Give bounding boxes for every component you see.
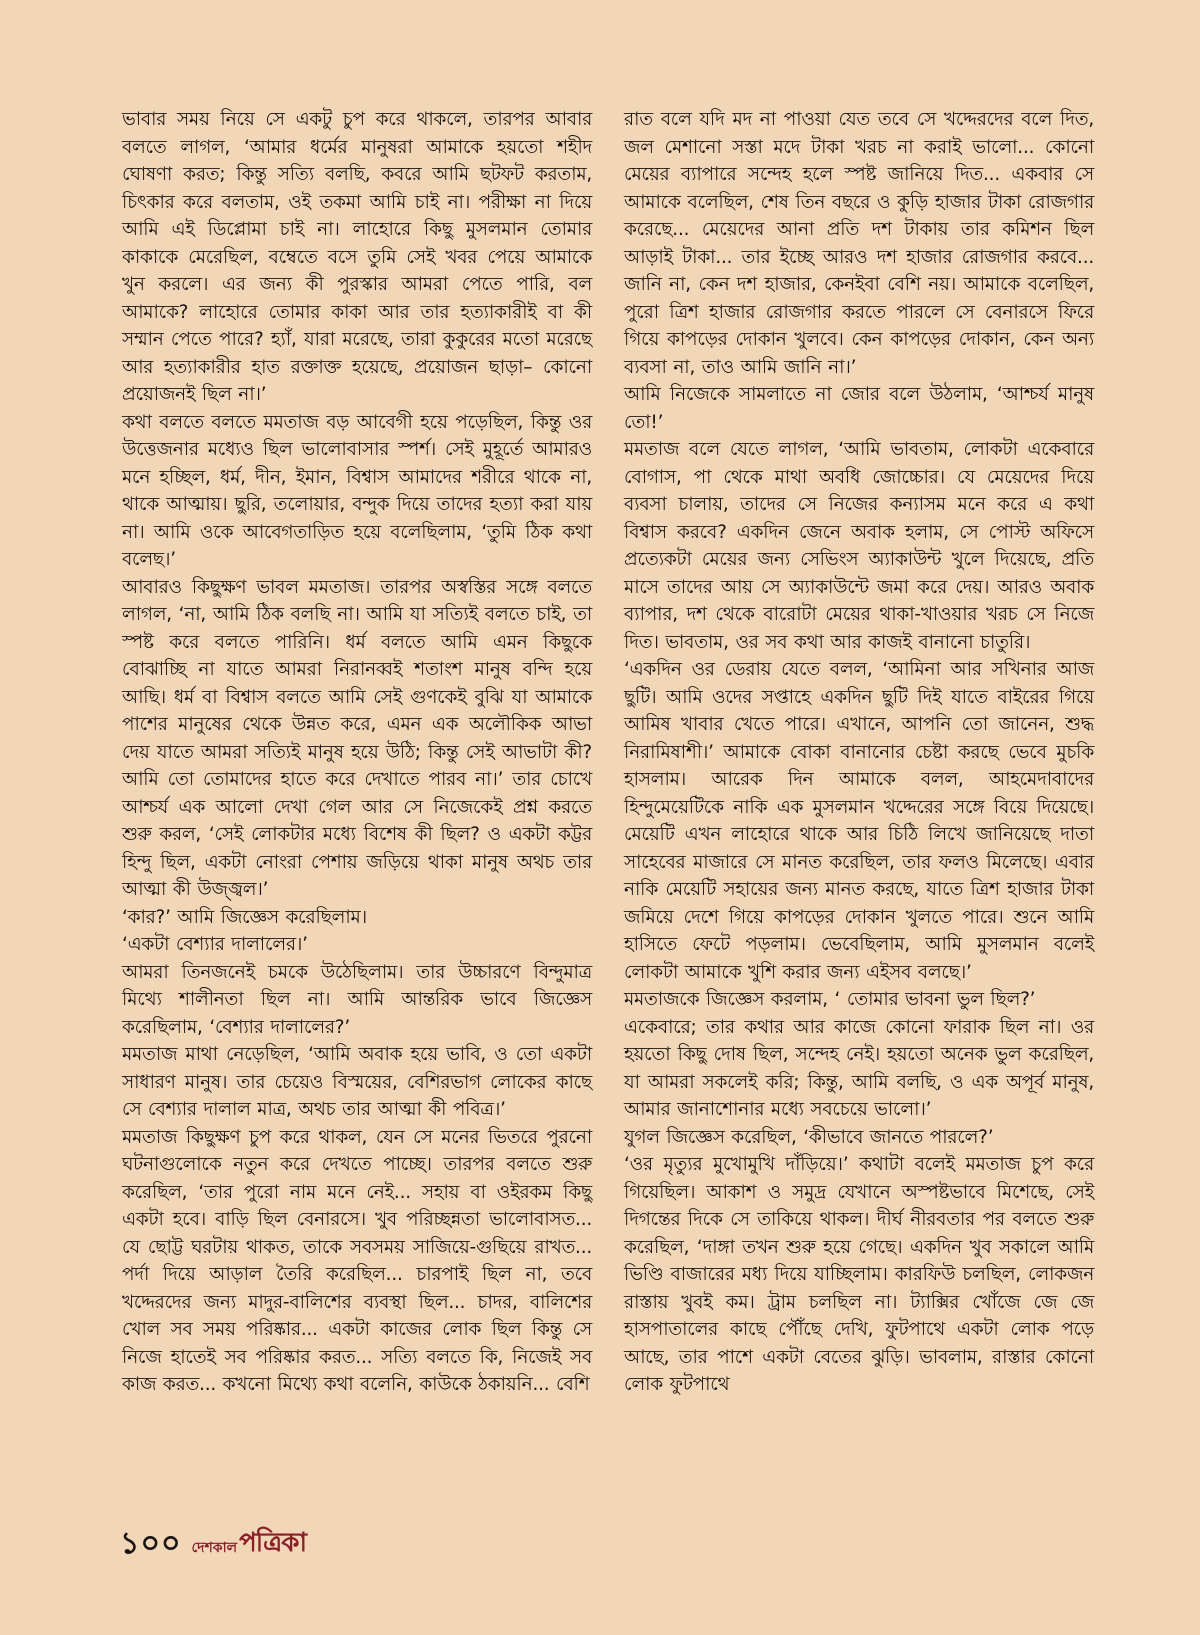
page-footer — [120, 1524, 306, 1564]
paragraph: ‘একদিন ওর ডেরায় যেতে বলল, ‘আমিনা আর সখিনার আজ ছুটি। আমি ওদের সপ্তাহে একদিন ছুটি দিই যাতে বাইরের গিয়ে আমিষ খাবার খেতে পারে। এখানে, আপনি তো জানেন, শুদ্ধ নিরামিষাশী।’ আমাকে বোকা বানানোর চেষ্টা করছে ভেবে মুচকি হাসলাম। আরেক দিন আমাকে বলল, আহমেদাবাদের হিন্দুমেয়েটিকে নাকি এক মুসলমান খদ্দেরের সঙ্গে বিয়ে দিয়েছে। মেয়েটি এখন লাহোরে থাকে আর চিঠি লিখে জানিয়েছে দাতা সাহেবের মাজারে সে মানত করেছিল, তার ফলও মিলেছে। এবার নাকি মেয়েটি সহায়ের জন্য মানত করছে, যাতে ত্রিশ হাজার টাকা জমিয়ে দেশে গিয়ে কাপড়ের দোকান খুলতে পারে। শুনে আমি হাসিতে ফেটে পড়লাম। ভেবেছিলাম, আমি মুসলমান বলেই লোকটা আমাকে খুশি করার জন্য এইসব বলছে।’ — [624, 659, 1094, 983]
paragraph: আমি নিজেকে সামলাতে না জোর বলে উঠলাম, ‘আশ্চর্য মানুষ তো!’ — [624, 384, 1094, 433]
right-text-column — [624, 106, 1094, 1399]
paragraph: মমতাজ কিছুক্ষণ চুপ করে থাকল, যেন সে মনের ভিতরে পুরনো ঘটনাগুলোকে নতুন করে দেখতে পাচ্ছে। তারপর বলতে শুরু করেছিল, ‘তার পুরো নাম মনে নেই... সহায় বা ওইরকম কিছু একটা হবে। বাড়ি ছিল বেনারসে। খুব পরিচ্ছন্নতা ভালোবাসত... যে ছোট্ট ঘরটায় থাকত, তাকে সবসময় সাজিয়ে-গুছিয়ে রাখত... পর্দা দিয়ে আড়াল তৈরি করেছিল... চারপাই ছিল না, তবে খদ্দেরদের জন্য মাদুর-বালিশের ব্যবস্থা ছিল... চাদর, বালিশের খোল সব সময় পরিষ্কার... একটা কাজের লোক ছিল কিন্তু সে নিজে হাতেই সব পরিষ্কার করত... সত্যি বলতে কি, নিজেই সব কাজ করত... কখনো মিথ্যে কথা বলেনি, কাউকে ঠকায়নি... বেশি — [122, 1126, 592, 1395]
page-number: ১০০ — [120, 1525, 182, 1561]
paragraph: ‘একটা বেশ্যার দালালের।’ — [122, 934, 308, 955]
paragraph: যুগল জিজ্ঞেস করেছিল, ‘কীভাবে জানতে পারলে?’ — [624, 1126, 994, 1148]
paragraph: মমতাজকে জিজ্ঞেস করলাম, ‘ তোমার ভাবনা ভুল ছিল?’ — [624, 989, 1036, 1010]
paragraph: একেবারে; তার কথার আর কাজে কোনো ফারাক ছিল না। ওর হয়তো কিছু দোষ ছিল, সন্দেহ নেই। হয়তো অনেক ভুল করেছিল, যা আমরা সকলেই করি; কিন্তু, আমি বলছি, ও এক অপূর্ব মানুষ, আমার জানাশোনার মধ্যে সবচেয়ে ভালো।’ — [624, 1016, 1094, 1120]
paragraph: আবারও কিছুক্ষণ ভাবল মমতাজ। তারপর অস্বস্তির সঙ্গে বলতে লাগল, ‘না, আমি ঠিক বলছি না। আমি যা সত্যিই বলতে চাই, তা স্পষ্ট করে বলতে পারিনি। ধর্ম বলতে আমি এমন কিছুকে বোঝাচ্ছি না যাতে আমরা নিরানব্বই শতাংশ মানুষ বন্দি হয়ে আছি। ধর্ম বা বিশ্বাস বলতে আমি সেই গুণকেই বুঝি যা আমাকে পাশের মানুষের থেকে উন্নত করে, এমন এক অলৌকিক আভা দেয় যাতে আমরা সত্যিই মানুষ হয়ে উঠি; কিন্তু সেই আভাটা কী? আমি তো তোমাদের হাতে করে দেখাতে পারব না।’ তার চোখে আশ্চর্য এক আলো দেখা গেল আর সে নিজেকেই প্রশ্ন করতে শুরু করল, ‘সেই লোকটার মধ্যে বিশেষ কী ছিল? ও একটা কট্টর হিন্দু ছিল, একটা নোংরা পেশায় জড়িয়ে থাকা মানুষ অথচ তার আত্মা কী উজ্জ্বল।’ — [122, 576, 592, 900]
paragraph: রাত বলে যদি মদ না পাওয়া যেত তবে সে খদ্দেরদের বলে দিত, জল মেশানো সস্তা মদে টাকা খরচ না করাই ভালো... কোনো মেয়ের ব্যাপারে সন্দেহ হলে স্পষ্ট জানিয়ে দিত... একবার সে আমাকে বলেছিল, শেষ তিন বছরে ও কুড়ি হাজার টাকা রোজগার করেছে... মেয়েদের আনা প্রতি দশ টাকায় তার কমিশন ছিল আড়াই টাকা... তার ইচ্ছে আরও দশ হাজার রোজগার করবে... জানি না, কেন দশ হাজার, কেনইবা বেশি নয়। আমাকে বলেছিল, পুরো ত্রিশ হাজার রোজগার করতে পারলে সে বেনারসে ফিরে গিয়ে কাপড়ের দোকান খুলবে। কেন কাপড়ের দোকান, কেন অন্য ব্যবসা না, তাও আমি জানি না।’ — [624, 109, 1094, 378]
paragraph: কথা বলতে বলতে মমতাজ বড় আবেগী হয়ে পড়েছিল, কিন্তু ওর উত্তেজনার মধ্যেও ছিল ভালোবাসার স্পর্শ। সেই মুহূর্তে আমারও মনে হচ্ছিল, ধর্ম, দীন, ইমান, বিশ্বাস আমাদের শরীরে থাকে না, থাকে আত্মায়। ছুরি, তলোয়ার, বন্দুক দিয়ে তাদের হত্যা করা যায় না। আমি ওকে আবেগতাড়িত হয়ে বলেছিলাম, ‘তুমি ঠিক কথা বলেছ।’ — [122, 411, 592, 570]
paragraph: মমতাজ বলে যেতে লাগল, ‘আমি ভাবতাম, লোকটা একেবারে বোগাস, পা থেকে মাথা অবধি জোচ্চোর। যে মেয়েদের দিয়ে ব্যবসা চালায়, তাদের সে নিজের কন্যাসম মনে করে এ কথা বিশ্বাস করবে? একদিন জেনে অবাক হলাম, সে পোস্ট অফিসে প্রত্যেকটা মেয়ের জন্য সেভিংস অ্যাকাউন্ট খুলে দিয়েছে, প্রতি মাসে তাদের আয় সে অ্যাকাউন্টে জমা করে দেয়। আরও অবাক ব্যাপার, দশ থেকে বারোটা মেয়ের থাকা-খাওয়ার খরচ সে নিজে দিত। ভাবতাম, ওর সব কথা আর কাজই বানানো চাতুরি। — [624, 439, 1094, 653]
paragraph: মমতাজ মাথা নেড়েছিল, ‘আমি অবাক হয়ে ভাবি, ও তো একটা সাধারণ মানুষ। তার চেয়েও বিস্ময়ের, বেশিরভাগ লোকের কাছে সে বেশ্যার দালাল মাত্র, অথচ তার আত্মা কী পবিত্র।’ — [122, 1044, 592, 1120]
paragraph: ভাবার সময় নিয়ে সে একটু চুপ করে থাকলে, তারপর আবার বলতে লাগল, ‘আমার ধর্মের মানুষরা আমাকে হয়তো শহীদ ঘোষণা করত; কিন্তু সত্যি বলছি, কবরে আমি ছটফট করতাম, চিৎকার করে বলতাম, ওই তকমা আমি চাই না। পরীক্ষা না দিয়ে আমি এই ডিপ্লোমা চাই না। লাহোরে কিছু মুসলমান তোমার কাকাকে মেরেছিল, বম্বেতে বসে তুমি সেই খবর পেয়ে আমাকে খুন করলে। এর জন্য কী পুরস্কার আমরা পেতে পারি, বল আমাকে? লাহোরে তোমার কাকা আর তার হত্যাকারীই বা কী সম্মান পেতে পারে? হ্যাঁ, যারা মরেছে, তারা কুকুরের মতো মরেছে আর হত্যাকারীর হাত রক্তাক্ত হয়েছে, প্রয়োজন ছাড়া– কোনো প্রয়োজনই ছিল না।’ — [122, 109, 592, 405]
magazine-logo — [191, 1522, 306, 1566]
left-text-column — [122, 106, 592, 1399]
paragraph: ‘ওর মৃত্যুর মুখোমুখি দাঁড়িয়ে।’ কথাটা বলেই মমতাজ চুপ করে গিয়েছিল। আকাশ ও সমুদ্র যেখানে অস্পষ্টভাবে মিশেছে, সেই দিগন্তের দিকে সে তাকিয়ে থাকল। দীর্ঘ নীরবতার পর বলতে শুরু করেছিল, ‘দাঙ্গা তখন শুরু হয়ে গেছে। একদিন খুব সকালে আমি ভিণ্ডি বাজারের মধ্য দিয়ে যাচ্ছিলাম। কারফিউ চলছিল, লোকজন রাস্তায় খুবই কম। ট্রাম চলছিল না। ট্যাক্সির খোঁজে জে জে হাসপাতালের কাছে পৌঁছে দেখি, ফুটপাথে একটা লোক পড়ে আছে, তার পাশে একটা বেতের ঝুড়ি। ভাবলাম, রাস্তার কোনো লোক ফুটপাথে — [624, 1154, 1094, 1395]
logo-large-text: পত্রিকা — [239, 1528, 307, 1558]
logo-small-text: দেশকাল — [191, 1540, 238, 1556]
paragraph: ‘কার?’ আমি জিজ্ঞেস করেছিলাম। — [122, 906, 367, 928]
paragraph: আমরা তিনজনেই চমকে উঠেছিলাম। তার উচ্চারণে বিন্দুমাত্র মিথ্যে শালীনতা ছিল না। আমি আন্তরিক ভাবে জিজ্ঞেস করেছিলাম, ‘বেশ্যার দালালের?’ — [122, 961, 592, 1038]
